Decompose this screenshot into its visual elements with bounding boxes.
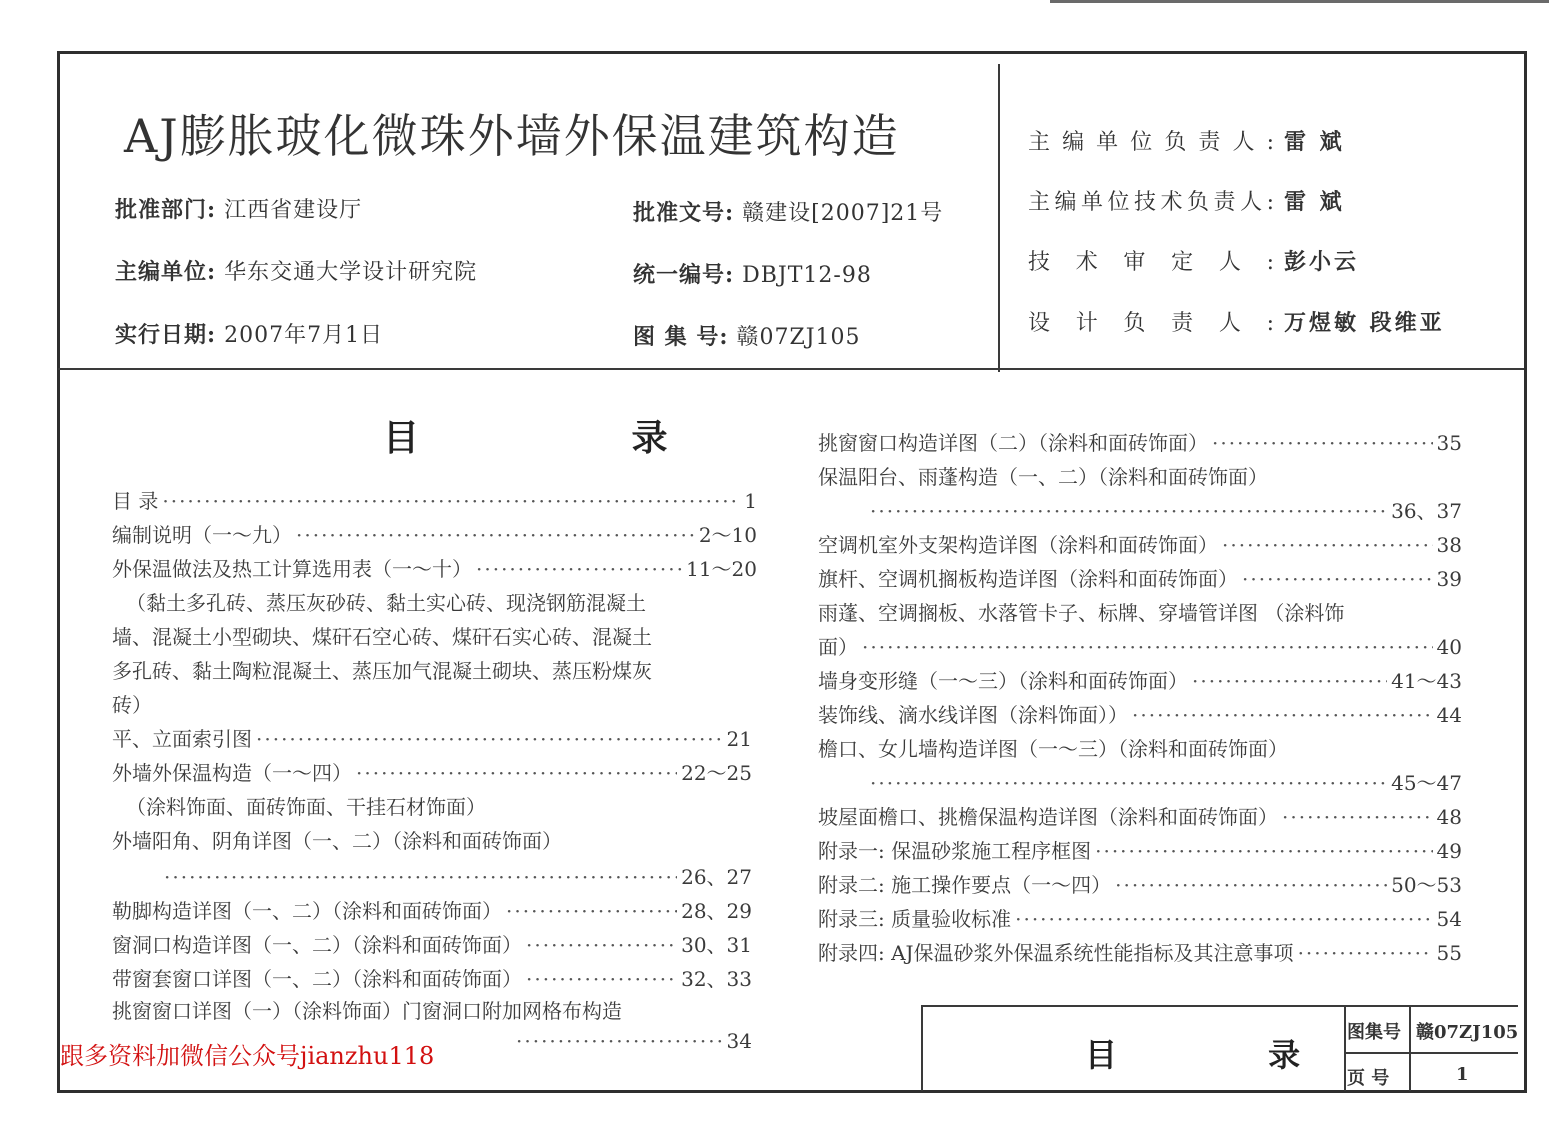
- approval-dept-label: 批准部门:: [115, 197, 217, 223]
- toc-entry: ····· 26、27: [160, 861, 752, 890]
- toc-left-column: [112, 485, 760, 1055]
- responsible-row: [1028, 125, 1345, 156]
- watermark-text: 跟多资料加微信公众号jianzhu118: [60, 1042, 435, 1070]
- unified-no-label: 统一编号:: [633, 262, 735, 288]
- toc-line: 雨蓬、空调搁板、水落管卡子、标牌、穿墙管详图 （涂料饰: [818, 601, 1345, 625]
- responsible-label: 主编单位技术负责人:: [1028, 190, 1274, 215]
- toc-line: （黏土多孔砖、蒸压灰砂砖、黏土实心砖、现浇钢筋混凝土: [126, 591, 646, 615]
- toc-entry: 墙身变形缝（一～三）（涂料和面砖饰面） ····· 41～43: [818, 665, 1462, 694]
- approval-no: [633, 196, 943, 227]
- toc-line: 砖）: [112, 693, 152, 717]
- toc-entry: 挑窗窗口构造详图（二）（涂料和面砖饰面） ····· 35: [818, 427, 1462, 456]
- chief-unit-label: 主编单位:: [115, 259, 217, 285]
- titleblock-cell-divider: [1409, 1005, 1411, 1091]
- toc-entry: 附录三: 质量验收标准 ····· 54: [818, 903, 1462, 932]
- titleblock-left-line: [921, 1005, 923, 1091]
- atlas-no-value: 赣07ZJ105: [736, 325, 861, 350]
- responsible-row: [1028, 306, 1445, 337]
- toc-line: 挑窗窗口详图（一）（涂料饰面）门窗洞口附加网格布构造: [112, 999, 622, 1023]
- toc-entry: ····· 34: [512, 1029, 752, 1053]
- toc-entry: ····· 36、37: [866, 495, 1462, 524]
- toc-line: 墙、混凝土小型砌块、煤矸石空心砖、煤矸石实心砖、混凝土: [112, 625, 652, 649]
- toc-line: 檐口、女儿墙构造详图（一～三）（涂料和面砖饰面）: [818, 737, 1288, 761]
- toc-entry: 旗杆、空调机搁板构造详图（涂料和面砖饰面） ····· 39: [818, 563, 1462, 592]
- titleblock-top-line: [921, 1005, 1518, 1007]
- toc-entry: 装饰线、滴水线详图（涂料饰面）） ····· 44: [818, 699, 1462, 728]
- responsible-row: [1028, 185, 1345, 216]
- toc-entry: 勒脚构造详图（一、二）（涂料和面砖饰面） ····· 28、29: [112, 895, 752, 924]
- responsible-value: 万煜敏 段维亚: [1284, 310, 1445, 336]
- toc-line: （涂料饰面、面砖饰面、干挂石材饰面）: [126, 795, 486, 819]
- unified-no-value: DBJT12-98: [742, 263, 872, 288]
- titleblock-title: 目 录: [1085, 1036, 1341, 1074]
- responsible-value: 雷 斌: [1284, 129, 1345, 155]
- atlas-number-value: 赣07ZJ105: [1416, 1022, 1519, 1043]
- toc-entry: 目 录 ····· 1: [112, 485, 757, 514]
- atlas-no-label: 图 集 号:: [633, 324, 729, 350]
- titleblock-cell-divider: [1344, 1005, 1346, 1091]
- approval-dept: [115, 193, 362, 224]
- top-edge-line: [1050, 0, 1549, 3]
- responsible-label: 主编单位负责人:: [1028, 130, 1274, 155]
- toc-entry: 带窗套窗口详图（一、二）（涂料和面砖饰面） ····· 32、33: [112, 963, 752, 992]
- approval-no-label: 批准文号:: [633, 200, 735, 226]
- toc-entry: ····· 45～47: [866, 767, 1462, 796]
- toc-entry: 附录二: 施工操作要点（一～四） ····· 50～53: [818, 869, 1462, 898]
- document-title: AJ膨胀玻化微珠外墙外保温建筑构造: [124, 109, 900, 163]
- responsible-row: [1028, 245, 1359, 276]
- toc-title: 目 录: [383, 417, 738, 459]
- responsible-value: 雷 斌: [1284, 189, 1345, 215]
- page-number-label: 页 号: [1347, 1068, 1390, 1089]
- toc-entry: 窗洞口构造详图（一、二）（涂料和面砖饰面） ····· 30、31: [112, 929, 752, 958]
- toc-line: 多孔砖、黏土陶粒混凝土、蒸压加气混凝土砌块、蒸压粉煤灰: [112, 659, 652, 683]
- page-number-value: 1: [1456, 1064, 1469, 1085]
- toc-entry: 外墙外保温构造（一～四） ····· 22～25: [112, 757, 752, 786]
- titleblock-row-divider: [1344, 1052, 1518, 1054]
- unified-no: [633, 258, 872, 289]
- effective-date-label: 实行日期:: [115, 322, 217, 348]
- responsible-value: 彭小云: [1284, 249, 1360, 275]
- toc-entry: 外保温做法及热工计算选用表（一～十） ····· 11～20: [112, 553, 757, 582]
- header-divider-horizontal: [58, 368, 1524, 370]
- effective-date-value: 2007年7月1日: [224, 323, 384, 348]
- toc-right-column: [818, 427, 1468, 967]
- approval-dept-value: 江西省建设厅: [224, 198, 363, 223]
- toc-entry: 附录四: AJ保温砂浆外保温系统性能指标及其注意事项 ····· 55: [818, 937, 1462, 966]
- chief-unit: [115, 255, 477, 286]
- toc-entry: 附录一: 保温砂浆施工程序框图 ····· 49: [818, 835, 1462, 864]
- atlas-no: [633, 320, 861, 351]
- effective-date: [115, 318, 383, 349]
- header-divider-vertical: [998, 64, 1000, 372]
- toc-entry: 坡屋面檐口、挑檐保温构造详图（涂料和面砖饰面） ····· 48: [818, 801, 1462, 830]
- atlas-number-label: 图集号: [1347, 1022, 1401, 1043]
- toc-entry: 平、立面索引图 ····· 21: [112, 723, 752, 752]
- chief-unit-value: 华东交通大学设计研究院: [224, 260, 478, 285]
- toc-entry: 编制说明（一～九） ····· 2～10: [112, 519, 757, 548]
- toc-entry: 面） ····· 40: [818, 631, 1462, 660]
- responsible-label: 设计负责人:: [1028, 311, 1274, 336]
- toc-line: 外墙阳角、阴角详图（一、二）（涂料和面砖饰面）: [112, 829, 562, 853]
- approval-no-value: 赣建设[2007]21号: [742, 201, 944, 226]
- responsible-label: 技术审定人:: [1028, 250, 1274, 275]
- toc-entry: 空调机室外支架构造详图（涂料和面砖饰面） ····· 38: [818, 529, 1462, 558]
- toc-line: 保温阳台、雨蓬构造（一、二）（涂料和面砖饰面）: [818, 465, 1268, 489]
